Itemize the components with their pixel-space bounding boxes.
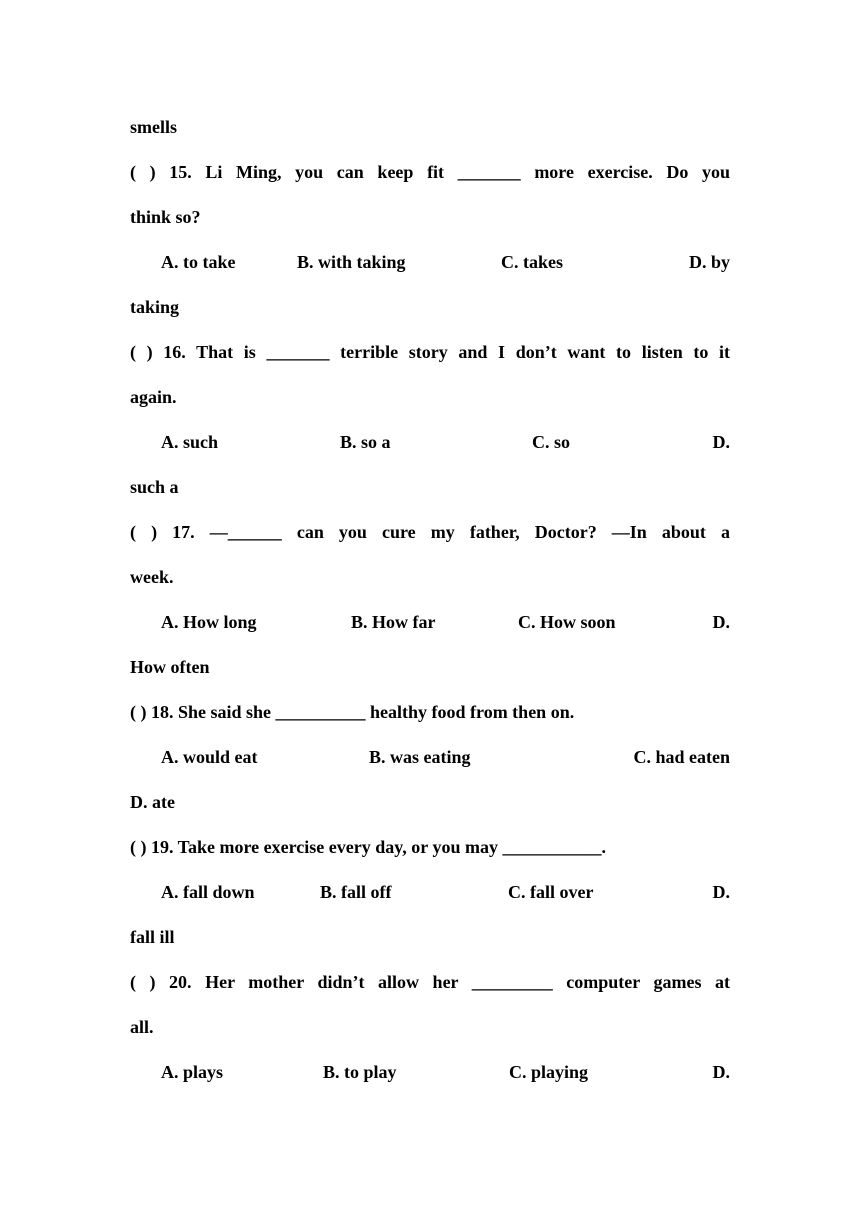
q19-option-c: C. fall over xyxy=(508,882,594,902)
q18-option-b: B. was eating xyxy=(369,747,471,767)
question-17-stem-cont: week. xyxy=(130,567,174,587)
question-20-stem-cont: all. xyxy=(130,1017,154,1037)
q17-option-d: D. xyxy=(712,612,730,632)
q20-option-d: D. xyxy=(712,1062,730,1082)
q16-option-d-cont: such a xyxy=(130,477,179,497)
question-16-stem: ( ) 16. That is _______ terrible story and I don’t want to listen to it xyxy=(130,342,730,362)
q17-option-a: A. How long xyxy=(161,612,257,632)
q15-option-b: B. with taking xyxy=(297,252,406,272)
q18-option-a: A. would eat xyxy=(161,747,258,767)
question-15-stem-cont: think so? xyxy=(130,207,201,227)
q16-option-d: D. xyxy=(712,432,730,452)
text-line-smells: smells xyxy=(130,117,177,137)
q18-option-d: D. ate xyxy=(130,792,175,812)
question-16-stem-cont: again. xyxy=(130,387,177,407)
q17-option-b: B. How far xyxy=(351,612,436,632)
q19-option-d: D. xyxy=(712,882,730,902)
question-18-stem: ( ) 18. She said she __________ healthy food from then on. xyxy=(130,702,575,722)
q17-option-c: C. How soon xyxy=(518,612,616,632)
q15-option-a: A. to take xyxy=(161,252,236,272)
q18-option-c: C. had eaten xyxy=(633,747,730,767)
q20-option-a: A. plays xyxy=(161,1062,224,1082)
q15-option-d-cont: taking xyxy=(130,297,180,317)
q19-option-a: A. fall down xyxy=(161,882,255,902)
question-19-stem: ( ) 19. Take more exercise every day, or you may ___________. xyxy=(130,837,606,857)
q15-option-c: C. takes xyxy=(501,252,563,272)
q16-option-a: A. such xyxy=(161,432,219,452)
q16-option-c: C. so xyxy=(532,432,571,452)
q20-option-b: B. to play xyxy=(323,1062,397,1082)
q20-option-c: C. playing xyxy=(509,1062,589,1082)
question-17-stem: ( ) 17. —______ can you cure my father, Doctor? —In about a xyxy=(130,522,730,542)
question-15-stem: ( ) 15. Li Ming, you can keep fit _______ more exercise. Do you xyxy=(130,162,730,182)
q17-option-d-cont: How often xyxy=(130,657,210,677)
q19-option-d-cont: fall ill xyxy=(130,927,175,947)
q19-option-b: B. fall off xyxy=(320,882,392,902)
q15-option-d: D. by xyxy=(688,252,730,272)
question-20-stem: ( ) 20. Her mother didn’t allow her _________ computer games at xyxy=(130,972,730,992)
q16-option-b: B. so a xyxy=(340,432,391,452)
